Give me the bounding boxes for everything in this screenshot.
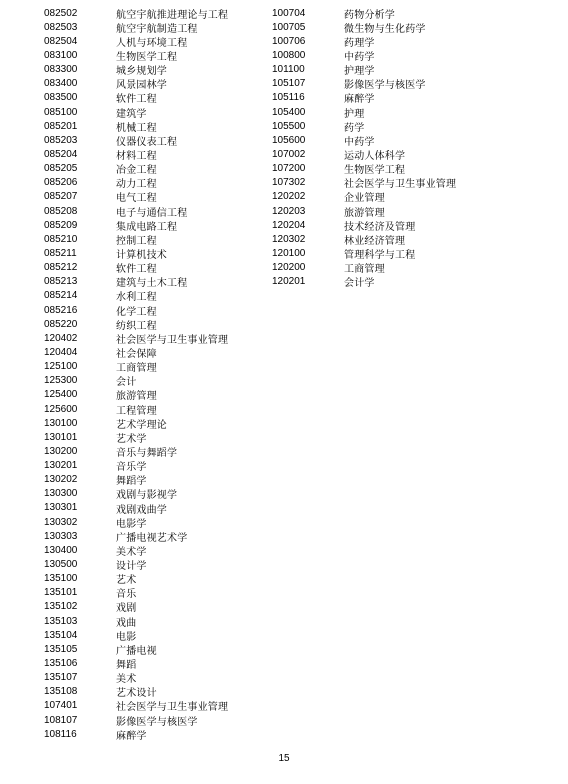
major-code: 107302	[272, 177, 306, 189]
major-code: 135103	[44, 615, 78, 627]
list-item	[44, 572, 228, 586]
major-code: 130303	[44, 530, 78, 542]
major-name: 美术	[116, 674, 137, 686]
major-name: 舞蹈学	[116, 476, 147, 488]
list-item	[44, 331, 228, 345]
major-name: 集成电路工程	[116, 221, 178, 233]
major-name: 会计学	[344, 278, 375, 290]
major-code: 130201	[44, 460, 78, 472]
major-name: 冶金工程	[116, 165, 157, 177]
major-name: 戏剧	[116, 603, 137, 615]
major-name: 设计学	[116, 561, 147, 573]
list-item	[44, 176, 228, 190]
major-code: 085213	[44, 276, 78, 288]
major-code: 082504	[44, 35, 78, 47]
list-item	[272, 34, 456, 48]
list-item	[44, 543, 228, 557]
major-code: 085207	[44, 191, 78, 203]
list-item	[44, 232, 228, 246]
major-code: 085100	[44, 106, 78, 118]
list-item	[44, 275, 228, 289]
major-code: 120100	[272, 247, 306, 259]
major-code: 120404	[44, 346, 78, 358]
list-item	[272, 77, 456, 91]
list-item	[44, 105, 228, 119]
major-code: 130302	[44, 516, 78, 528]
major-code: 135101	[44, 587, 78, 599]
left-column	[44, 6, 228, 741]
list-item	[44, 699, 228, 713]
major-name: 管理科学与工程	[344, 249, 416, 261]
list-item	[44, 402, 228, 416]
major-code: 135108	[44, 686, 78, 698]
list-item	[44, 303, 228, 317]
major-name: 艺术学理论	[116, 419, 167, 431]
major-code: 100800	[272, 49, 306, 61]
list-item	[44, 459, 228, 473]
major-code: 085211	[44, 247, 77, 259]
list-item	[44, 162, 228, 176]
list-item	[44, 557, 228, 571]
major-code: 105600	[272, 134, 306, 146]
list-item	[272, 133, 456, 147]
major-code: 085220	[44, 318, 78, 330]
list-item	[44, 473, 228, 487]
major-code: 130300	[44, 488, 78, 500]
list-item	[44, 204, 228, 218]
list-item	[44, 360, 228, 374]
major-name: 广播电视	[116, 645, 157, 657]
list-item	[44, 374, 228, 388]
major-name: 软件工程	[116, 264, 157, 276]
list-item	[272, 232, 456, 246]
list-item	[44, 48, 228, 62]
major-name: 药理学	[344, 37, 375, 49]
major-code: 130100	[44, 417, 78, 429]
list-item	[272, 176, 456, 190]
list-item	[44, 487, 228, 501]
major-name: 工商管理	[116, 363, 157, 375]
major-code: 120402	[44, 332, 78, 344]
major-name: 美术学	[116, 546, 147, 558]
major-name: 机械工程	[116, 122, 157, 134]
major-name: 戏曲	[116, 617, 137, 629]
major-code: 135102	[44, 601, 78, 613]
major-name: 城乡规划学	[116, 66, 167, 78]
list-item	[44, 34, 228, 48]
major-name: 药学	[344, 122, 365, 134]
major-name: 控制工程	[116, 235, 157, 247]
major-name: 电影学	[116, 518, 147, 530]
major-name: 药物分析学	[344, 9, 395, 21]
major-name: 电子与通信工程	[116, 207, 188, 219]
major-name: 航空宇航推进理论与工程	[116, 9, 229, 21]
major-code: 130301	[44, 502, 78, 514]
major-code: 135104	[44, 629, 78, 641]
major-code: 100704	[272, 7, 306, 19]
major-name: 社会医学与卫生事业管理	[116, 702, 229, 714]
major-code: 135105	[44, 643, 78, 655]
list-item	[44, 91, 228, 105]
major-name: 戏剧与影视学	[116, 490, 178, 502]
list-item	[44, 261, 228, 275]
major-name: 软件工程	[116, 94, 157, 106]
major-code: 100705	[272, 21, 306, 33]
list-item	[44, 63, 228, 77]
page-number: 15	[278, 753, 290, 764]
major-name: 生物医学工程	[344, 165, 406, 177]
major-name: 风景园林学	[116, 80, 167, 92]
list-item	[272, 246, 456, 260]
major-code: 083300	[44, 64, 78, 76]
list-item	[44, 190, 228, 204]
major-name: 广播电视艺术学	[116, 532, 188, 544]
major-name: 人机与环境工程	[116, 37, 188, 49]
major-name: 计算机技术	[116, 249, 167, 261]
major-code: 120302	[272, 233, 306, 245]
major-name: 微生物与生化药学	[344, 23, 426, 35]
list-item	[44, 501, 228, 515]
major-name: 旅游管理	[344, 207, 385, 219]
major-code: 085206	[44, 177, 78, 189]
major-name: 会计	[116, 377, 137, 389]
list-item	[44, 20, 228, 34]
major-name: 生物医学工程	[116, 52, 178, 63]
list-item	[44, 600, 228, 614]
list-item	[44, 727, 228, 741]
major-code: 135100	[44, 573, 78, 585]
list-item	[272, 63, 456, 77]
list-item	[44, 218, 228, 232]
right-column	[272, 6, 456, 289]
major-name: 护理	[344, 108, 365, 120]
major-name: 旅游管理	[116, 391, 157, 403]
list-item	[272, 119, 456, 133]
major-code: 085209	[44, 219, 78, 231]
major-code: 130202	[44, 474, 78, 486]
list-item	[44, 345, 228, 359]
major-name: 材料工程	[116, 150, 157, 162]
list-item	[44, 614, 228, 628]
major-code: 107002	[272, 148, 306, 160]
list-item	[44, 642, 228, 656]
list-item	[44, 416, 228, 430]
major-code: 135107	[44, 672, 78, 684]
major-code: 085216	[44, 304, 78, 316]
major-code: 130400	[44, 544, 78, 556]
major-code: 108116	[44, 728, 77, 740]
major-name: 艺术学	[116, 433, 147, 445]
list-item	[44, 444, 228, 458]
list-item	[272, 204, 456, 218]
major-name: 护理学	[344, 66, 375, 78]
major-name: 林业经济管理	[344, 235, 406, 247]
major-name: 影像医学与核医学	[344, 80, 426, 92]
major-name: 社会医学与卫生事业管理	[116, 334, 229, 346]
major-name: 社会保障	[116, 348, 157, 360]
major-code: 130500	[44, 559, 78, 571]
list-item	[44, 529, 228, 543]
list-item	[44, 685, 228, 699]
major-code: 083400	[44, 78, 78, 90]
list-item	[272, 190, 456, 204]
major-code: 120204	[272, 219, 306, 231]
major-code: 085203	[44, 134, 78, 146]
list-item	[44, 147, 228, 161]
list-item	[44, 388, 228, 402]
major-code: 107200	[272, 163, 306, 175]
major-code: 135106	[44, 658, 78, 670]
major-code: 120203	[272, 205, 306, 217]
major-code: 120200	[272, 262, 306, 274]
list-item	[44, 317, 228, 331]
major-code: 085214	[44, 290, 78, 302]
major-name: 工商管理	[344, 264, 385, 276]
list-item	[44, 713, 228, 727]
list-item	[44, 6, 228, 20]
major-name: 工程管理	[116, 405, 157, 417]
major-code: 083100	[44, 49, 78, 61]
list-item	[272, 105, 456, 119]
list-item	[44, 656, 228, 670]
major-name: 音乐	[116, 589, 137, 601]
list-item	[44, 430, 228, 444]
major-name: 建筑学	[116, 108, 147, 120]
list-item	[272, 147, 456, 161]
major-code: 130200	[44, 445, 78, 457]
major-code: 082502	[44, 7, 78, 19]
list-item	[44, 133, 228, 147]
major-name: 社会医学与卫生事业管理	[344, 179, 457, 191]
major-code: 125300	[44, 375, 78, 387]
major-name: 音乐与舞蹈学	[116, 447, 178, 459]
major-code: 085210	[44, 233, 78, 245]
major-name: 技术经济及管理	[344, 221, 416, 233]
list-item	[44, 119, 228, 133]
major-code: 085204	[44, 148, 78, 160]
major-name: 动力工程	[116, 179, 157, 191]
list-item	[44, 77, 228, 91]
major-code: 107401	[44, 700, 78, 712]
major-name: 电影	[116, 631, 137, 643]
list-item	[44, 515, 228, 529]
major-code: 120201	[272, 276, 306, 288]
major-name: 电气工程	[116, 193, 157, 205]
major-code: 085205	[44, 163, 78, 175]
major-code: 125600	[44, 403, 78, 415]
major-name: 麻醉学	[116, 730, 147, 742]
major-code: 120202	[272, 191, 306, 203]
major-name: 建筑与土木工程	[116, 278, 188, 290]
list-item	[44, 671, 228, 685]
list-item	[44, 628, 228, 642]
major-code: 083500	[44, 92, 78, 104]
list-item	[272, 275, 456, 289]
major-name: 音乐学	[116, 462, 147, 474]
major-name: 航空宇航制造工程	[116, 23, 198, 35]
major-name: 影像医学与核医学	[116, 716, 198, 728]
major-code: 101100	[272, 64, 305, 76]
major-code: 105116	[272, 92, 305, 104]
major-name: 舞蹈	[116, 660, 137, 672]
list-item	[272, 20, 456, 34]
major-name: 戏剧戏曲学	[116, 504, 167, 516]
major-code: 100706	[272, 35, 306, 47]
major-code: 085208	[44, 205, 78, 217]
major-code: 105400	[272, 106, 306, 118]
major-code: 125400	[44, 389, 78, 401]
major-name: 中药学	[344, 52, 375, 63]
major-code: 125100	[44, 361, 78, 373]
list-item	[44, 246, 228, 260]
list-item	[44, 586, 228, 600]
major-name: 纺织工程	[116, 320, 157, 332]
list-item	[272, 218, 456, 232]
major-name: 艺术	[116, 575, 137, 587]
major-name: 水利工程	[116, 292, 157, 304]
major-name: 麻醉学	[344, 94, 375, 106]
major-name: 化学工程	[116, 306, 157, 318]
major-code: 130101	[44, 431, 78, 443]
list-item	[272, 261, 456, 275]
major-name: 运动人体科学	[344, 150, 406, 162]
list-item	[272, 162, 456, 176]
major-code: 082503	[44, 21, 78, 33]
list-item	[44, 289, 228, 303]
major-name: 仪器仪表工程	[116, 136, 178, 148]
major-code: 105107	[272, 78, 306, 90]
major-code: 105500	[272, 120, 306, 132]
major-code: 085201	[44, 120, 78, 132]
list-item	[272, 48, 456, 62]
major-name: 中药学	[344, 136, 375, 148]
major-name: 企业管理	[344, 193, 385, 205]
major-code: 085212	[44, 262, 78, 274]
list-item	[272, 6, 456, 20]
major-code: 108107	[44, 714, 78, 726]
list-item	[272, 91, 456, 105]
major-name: 艺术设计	[116, 688, 157, 700]
